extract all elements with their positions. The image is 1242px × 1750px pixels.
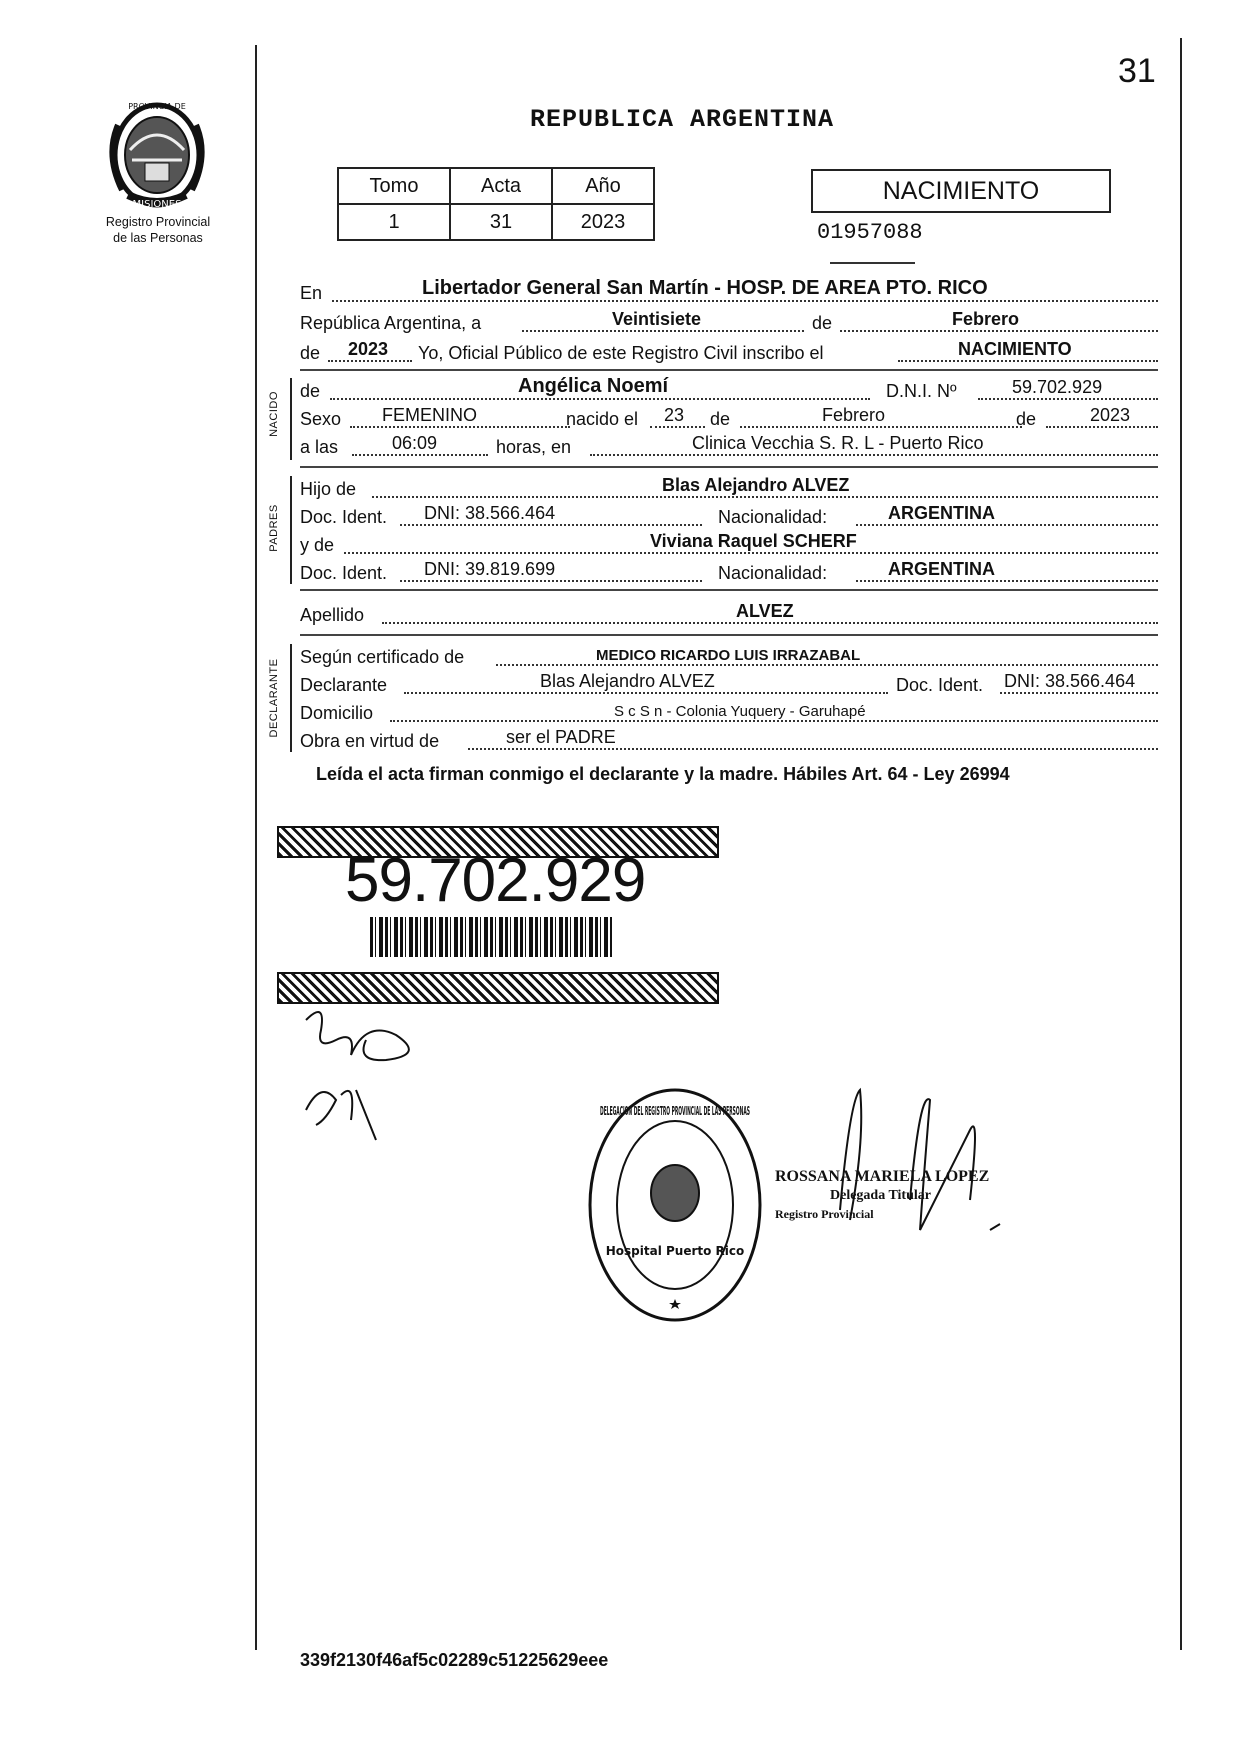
document-hash: 339f2130f46af5c02289c51225629eee	[300, 1650, 609, 1670]
label-republica: República Argentina, a	[300, 313, 482, 333]
label-doc-ident: Doc. Ident.	[300, 563, 388, 583]
value-child-name: Angélica Noemí	[518, 375, 669, 397]
dotted-line	[330, 398, 870, 400]
separator-line	[300, 634, 1158, 636]
dotted-line	[328, 360, 412, 362]
dotted-line	[404, 692, 888, 694]
label-hijo-de: Hijo de	[300, 479, 357, 499]
label-apellido: Apellido	[300, 605, 365, 625]
label-domicilio: Domicilio	[300, 703, 374, 723]
svg-text:Hospital Puerto Rico: Hospital Puerto Rico	[605, 1244, 745, 1258]
logo-caption-line1: Registro Provincial	[105, 215, 211, 229]
row-time	[300, 434, 1158, 460]
dotted-line	[344, 552, 1158, 554]
label-de: de	[1016, 409, 1037, 429]
dotted-line	[978, 398, 1158, 400]
left-margin-line	[255, 45, 257, 1650]
label-horas-en: horas, en	[496, 437, 572, 457]
official-signature	[820, 1080, 1030, 1250]
row-mother	[300, 532, 1158, 558]
dotted-line	[400, 524, 702, 526]
dotted-line	[332, 300, 1158, 302]
row-mother-doc	[300, 560, 1158, 586]
value-declarant-name: Blas Alejandro ALVEZ	[540, 671, 715, 691]
value-father-nationality: ARGENTINA	[888, 503, 995, 523]
label-segun-certificado: Según certificado de	[300, 647, 465, 667]
value-birth-place: Clinica Vecchia S. R. L - Puerto Rico	[692, 433, 984, 453]
label-nacionalidad: Nacionalidad:	[718, 563, 828, 583]
value-month: Febrero	[952, 309, 1020, 329]
dotted-line	[382, 622, 1158, 624]
value-day-words: Veintisiete	[612, 309, 702, 329]
separator-line	[300, 466, 1158, 468]
label-nacido-el: nacido el	[566, 409, 639, 429]
value-act-type: NACIMIENTO	[958, 339, 1072, 359]
province-emblem-logo	[100, 95, 240, 218]
closing-text: Leída el acta firman conmigo el declarante y la madre. Hábiles Art. 64 - Ley 26994	[316, 764, 1010, 784]
logo-caption	[88, 214, 228, 246]
dotted-line	[400, 580, 702, 582]
dotted-line	[590, 454, 1158, 456]
row-surname	[300, 602, 1158, 628]
barcode	[370, 917, 612, 957]
dotted-line	[350, 426, 570, 428]
label-sexo: Sexo	[300, 409, 342, 429]
value-capacity: ser el PADRE	[506, 727, 616, 747]
value-birth-year: 2023	[1090, 405, 1131, 425]
value-mother-name: Viviana Raquel SCHERF	[650, 531, 857, 551]
act-type-box: NACIMIENTO	[811, 169, 1111, 213]
dotted-line	[352, 454, 488, 456]
svg-text:PROVINCIA DE: PROVINCIA DE	[128, 102, 186, 111]
value-place: Libertador General San Martín - HOSP. DE AREA PTO. RICO	[422, 277, 988, 299]
signer-name: ROSSANA MARIELA LOPEZ	[775, 1168, 990, 1185]
row-certificate	[300, 644, 1158, 670]
label-y-de: y de	[300, 535, 335, 555]
page-number: 31	[1118, 52, 1156, 90]
row-capacity	[300, 728, 1158, 754]
label-de: de	[300, 381, 321, 401]
official-seal	[585, 1085, 765, 1325]
value-declarant-dni: DNI: 38.566.464	[1004, 671, 1136, 691]
value-sex: FEMENINO	[382, 405, 478, 425]
dotted-line	[372, 496, 1158, 498]
row-sex	[300, 406, 1158, 432]
row-place	[300, 277, 1158, 306]
value-birth-month: Febrero	[822, 405, 886, 425]
group-bar-padres	[290, 476, 292, 584]
header-tomo: Tomo	[338, 168, 450, 204]
row-declarant	[300, 672, 1158, 698]
label-de: de	[300, 343, 321, 363]
label-de: de	[812, 313, 833, 333]
value-surname: ALVEZ	[736, 601, 794, 621]
header-acta: Acta	[450, 168, 552, 204]
dotted-line	[856, 580, 1158, 582]
value-father-dni: DNI: 38.566.464	[424, 503, 556, 523]
dotted-line	[650, 426, 705, 428]
value-anio: 2023	[552, 204, 654, 240]
side-label-padres: PADRES	[268, 504, 280, 552]
value-certificate: MEDICO RICARDO LUIS IRRAZABAL	[596, 647, 861, 664]
group-bar-declarante	[290, 644, 292, 752]
dotted-line	[898, 360, 1158, 362]
dotted-line	[740, 426, 1022, 428]
label-doc-ident: Doc. Ident.	[300, 507, 388, 527]
value-address: S c S n - Colonia Yuquery - Garuhapé	[614, 703, 866, 720]
dotted-line	[522, 330, 804, 332]
declarant-signature	[296, 1000, 446, 1150]
dotted-line	[390, 720, 1158, 722]
signer-role: Delegada Titular	[830, 1188, 931, 1203]
row-date	[300, 310, 1158, 336]
country-heading: REPUBLICA ARGENTINA	[530, 105, 835, 134]
value-mother-dni: DNI: 39.819.699	[424, 559, 556, 579]
side-label-nacido: NACIDO	[268, 391, 280, 437]
value-acta: 31	[450, 204, 552, 240]
label-de: de	[710, 409, 731, 429]
label-declarante: Declarante	[300, 675, 388, 695]
value-birth-day: 23	[664, 405, 685, 425]
dotted-line	[468, 748, 1158, 750]
label-doc-ident: Doc. Ident.	[896, 675, 984, 695]
right-margin-line	[1180, 38, 1182, 1650]
value-father-name: Blas Alejandro ALVEZ	[662, 475, 850, 495]
dotted-line	[496, 664, 1158, 666]
side-label-declarante: DECLARANTE	[268, 658, 280, 738]
separator-line	[300, 369, 1158, 371]
act-number: 01957088	[817, 220, 923, 245]
dotted-line	[856, 524, 1158, 526]
value-mother-nationality: ARGENTINA	[888, 559, 995, 579]
row-name	[300, 375, 1158, 404]
dotted-line	[1000, 692, 1158, 694]
label-en: En	[300, 283, 323, 303]
separator-line	[300, 589, 1158, 591]
value-tomo: 1	[338, 204, 450, 240]
act-number-underline	[830, 262, 915, 264]
row-address	[300, 700, 1158, 726]
svg-text:DELEGACION DEL REGISTRO PROVIN: DELEGACION DEL REGISTRO PROVINCIAL DE LAS PERSONAS	[600, 1104, 750, 1118]
dotted-line	[840, 330, 1158, 332]
svg-text:MISIONES: MISIONES	[132, 199, 182, 210]
label-obra-en-virtud: Obra en virtud de	[300, 731, 440, 751]
label-dni: D.N.I. Nº	[886, 381, 957, 401]
logo-caption-line2: de las Personas	[113, 231, 203, 245]
dotted-line	[1046, 426, 1158, 428]
group-bar-nacido	[290, 378, 292, 460]
row-father	[300, 476, 1158, 502]
value-birth-time: 06:09	[392, 433, 438, 453]
header-anio: Año	[552, 168, 654, 204]
value-child-dni: 59.702.929	[1012, 377, 1103, 397]
value-year: 2023	[348, 339, 389, 359]
label-officer-text: Yo, Oficial Público de este Registro Civil inscribo el	[418, 343, 824, 363]
label-a-las: a las	[300, 437, 339, 457]
signer-office: Registro Provincial	[775, 1207, 874, 1221]
label-nacionalidad: Nacionalidad:	[718, 507, 828, 527]
row-year	[300, 340, 1158, 366]
row-father-doc	[300, 504, 1158, 530]
big-dni-number: 59.702.929	[345, 846, 646, 915]
signer-block	[775, 1167, 989, 1224]
record-table	[337, 167, 655, 241]
